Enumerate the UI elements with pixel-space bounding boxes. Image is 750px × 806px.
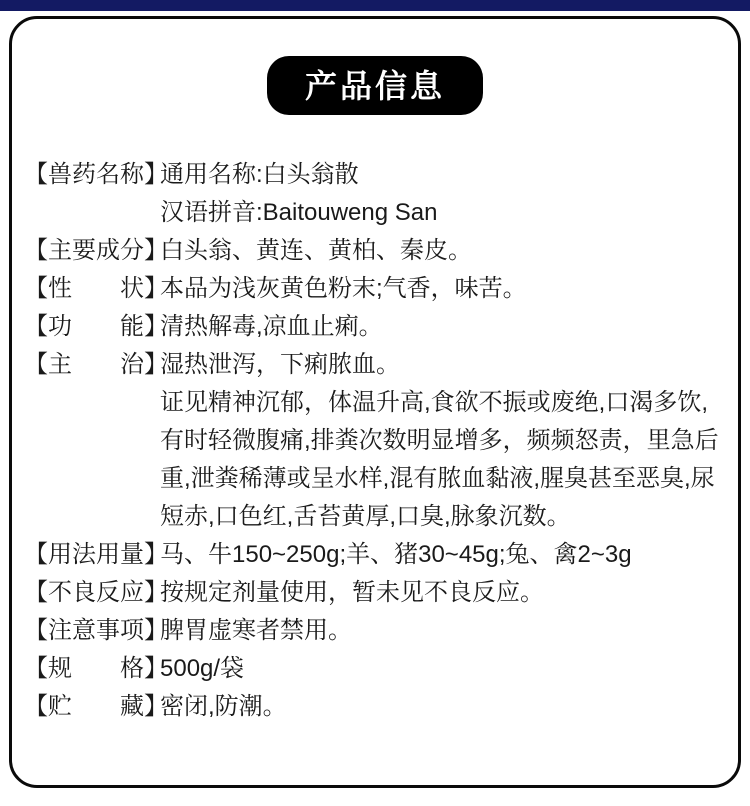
info-list xyxy=(12,156,738,726)
info-row xyxy=(12,346,738,384)
info-row-label: 【功 能】 xyxy=(24,313,168,340)
info-row xyxy=(12,650,738,688)
info-row-content: 密闭,防潮。 xyxy=(160,693,287,720)
info-row xyxy=(12,156,738,194)
info-row xyxy=(12,688,738,726)
info-row xyxy=(12,422,738,460)
info-row xyxy=(12,536,738,574)
info-row-label: 【主要成分】 xyxy=(24,237,168,264)
info-row-content: 湿热泄泻，下痢脓血。 xyxy=(160,351,400,378)
info-row-label: 【不良反应】 xyxy=(24,579,168,606)
info-row-content: 汉语拼音:Baitouweng San xyxy=(160,199,438,226)
info-row-content: 马、牛150~250g;羊、猪30~45g;兔、禽2~3g xyxy=(160,541,632,568)
info-row xyxy=(12,498,738,536)
info-row-content: 本品为浅灰黄色粉末;气香，味苦。 xyxy=(160,275,527,302)
info-row xyxy=(12,460,738,498)
info-row-label: 【贮 藏】 xyxy=(24,693,168,720)
info-row-content: 通用名称:白头翁散 xyxy=(160,161,359,188)
info-row-content: 有时轻微腹痛,排粪次数明显增多，频频怒责，里急后 xyxy=(160,427,719,454)
info-row-label: 【用法用量】 xyxy=(24,541,168,568)
info-row xyxy=(12,270,738,308)
info-row-content: 500g/袋 xyxy=(160,655,245,682)
info-row-label: 【注意事项】 xyxy=(24,617,168,644)
info-row-content: 白头翁、黄连、黄柏、秦皮。 xyxy=(160,237,472,264)
top-accent-bar xyxy=(0,0,750,11)
info-row-content: 证见精神沉郁，体温升高,食欲不振或废绝,口渴多饮, xyxy=(160,389,709,416)
info-row xyxy=(12,574,738,612)
info-row-label: 【主 治】 xyxy=(24,351,168,378)
info-row xyxy=(12,308,738,346)
info-row-content: 脾胃虚寒者禁用。 xyxy=(160,617,352,644)
info-row xyxy=(12,232,738,270)
info-row-label: 【规 格】 xyxy=(24,655,168,682)
product-info-badge: 产品信息 xyxy=(267,56,483,115)
info-row xyxy=(12,612,738,650)
info-row-content: 短赤,口色红,舌苔黄厚,口臭,脉象沉数。 xyxy=(160,503,571,530)
info-row-label: 【兽药名称】 xyxy=(24,161,168,188)
product-info-panel xyxy=(9,16,741,788)
info-row-content: 清热解毒,凉血止痢。 xyxy=(160,313,383,340)
info-row xyxy=(12,194,738,232)
info-row-label: 【性 状】 xyxy=(24,275,168,302)
info-row-content: 重,泄粪稀薄或呈水样,混有脓血黏液,腥臭甚至恶臭,尿 xyxy=(160,465,715,492)
info-row xyxy=(12,384,738,422)
info-row-content: 按规定剂量使用，暂未见不良反应。 xyxy=(160,579,544,606)
